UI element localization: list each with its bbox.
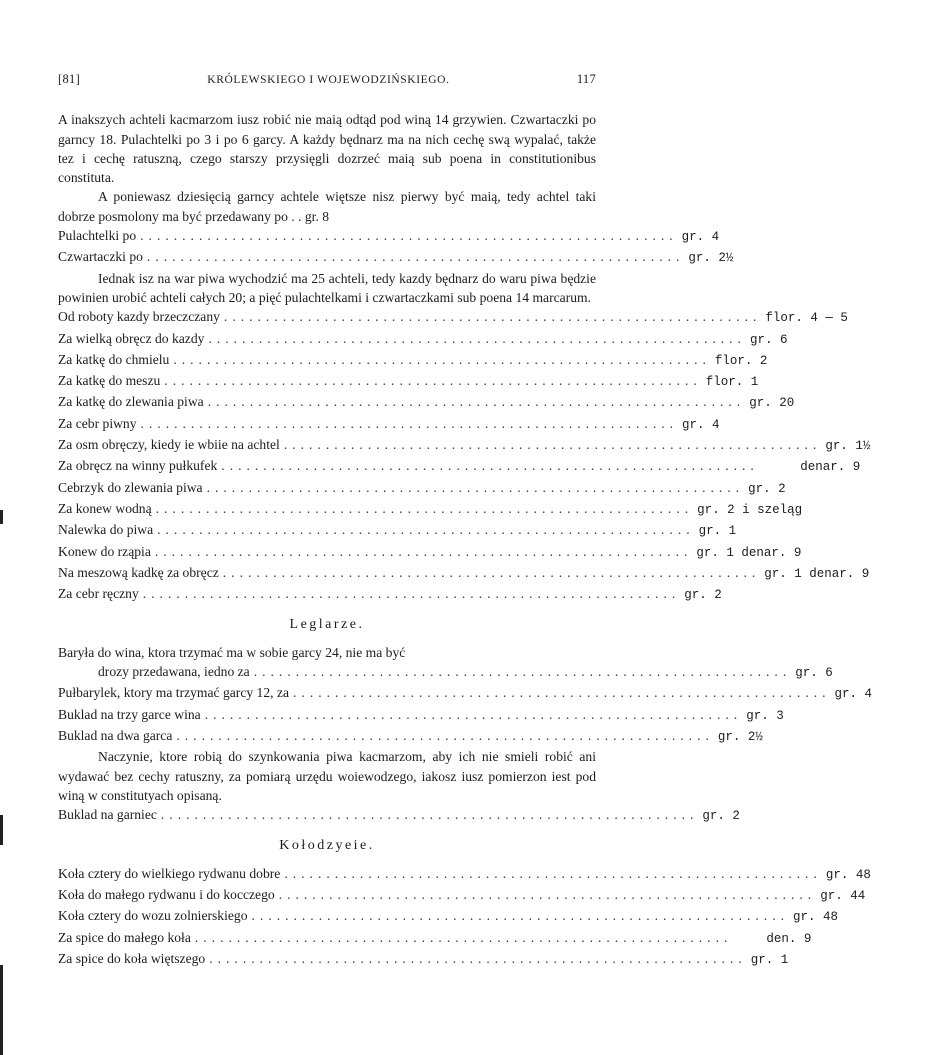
item-label: drozy przedawana, iedno za	[98, 664, 250, 680]
item-price: flor. 1	[705, 375, 826, 390]
item-label: Za cebr ręczny	[58, 586, 139, 602]
price-row	[58, 906, 869, 927]
price-row	[58, 456, 861, 477]
leader-dots: ................................................................	[155, 500, 694, 516]
leader-dots: ................................................................	[293, 685, 831, 701]
price-row	[58, 683, 888, 704]
leader-dots: ................................................................	[140, 228, 678, 244]
price-row	[58, 226, 720, 247]
price-row	[58, 350, 835, 371]
item-label: Za katkę do meszu	[58, 373, 161, 389]
item-price: gr. 1	[698, 524, 804, 539]
price-entry	[58, 643, 848, 684]
price-row	[58, 726, 771, 747]
item-price: gr. 20	[749, 396, 855, 411]
item-price: flor. 2	[714, 353, 835, 368]
price-row	[58, 584, 790, 605]
price-row	[58, 247, 734, 268]
price-row	[58, 499, 803, 520]
price-row	[58, 805, 755, 826]
paragraph: Iednak isz na war piwa wychodzić ma 25 achteli, tedy kazdy będnarz do waru piwa będzie powinien urobić achteli całych 20; a pięć pulachtelkami i czwartaczkami sub poena 14 marcarum.	[58, 270, 596, 305]
price-row	[58, 705, 799, 726]
item-price: gr. 2½	[717, 729, 771, 744]
item-price: gr. 1 denar. 9	[764, 566, 870, 581]
price-row	[58, 307, 848, 328]
item-price: gr. 2½	[688, 251, 734, 266]
leader-dots: ................................................................	[142, 586, 681, 602]
price-row	[58, 520, 804, 541]
item-label: Koła do małego rydwanu i do kocczego	[58, 886, 275, 902]
item-label: Za spice do małego koła	[58, 929, 191, 945]
price-list	[58, 864, 901, 970]
item-price: gr. 6	[749, 332, 848, 347]
item-price: gr. 48	[825, 867, 901, 882]
leader-dots: ................................................................	[204, 706, 743, 722]
item-label: Buklad na garniec	[58, 807, 157, 823]
paragraph: Naczynie, ktore robią do szynkowania piwa kacmarzom, aby ich nie smieli robić ani wydawać bez cechy ratuszny, za pomiarą urzędu woiewodzego, iakosz iusz pomierzon iest pod winą w constitutyach opisaną.	[58, 749, 596, 803]
price-row	[58, 371, 826, 392]
item-label: Za spice do koła więtszego	[58, 950, 206, 966]
leader-dots: ................................................................	[194, 929, 733, 945]
section-heading: Kołodzyeie.	[279, 838, 375, 854]
item-label: Za osm obręczy, kiedy ie wbiie na achtel	[58, 437, 280, 453]
item-label: Czwartaczki po	[58, 249, 143, 265]
price-row	[58, 928, 812, 949]
item-label: Buklad na trzy garce wina	[58, 706, 201, 722]
item-label: Za wielką obręcz do kazdy	[58, 330, 205, 346]
item-label: Od roboty kazdy brzeczczany	[58, 309, 220, 325]
price-list	[58, 226, 734, 269]
leader-dots: ................................................................	[146, 249, 685, 265]
scan-edge-mark	[0, 965, 3, 1055]
price-row	[58, 478, 854, 499]
paragraph: A inakszych achteli kacmarzom iusz robić nie maią odtąd pod winą 14 grzywien. Czwartaczki po garncy 18. Pulachtelki po 3 i po 6 garcy. A każdy będnarz ma na nich cechę swą wypalać, także tez i cechę ratuszną, czego starszy przysięgli dozrzeć maią sub poena in constitutionibus constituta.	[58, 112, 596, 186]
price-row	[58, 885, 896, 906]
item-price: gr. 48	[793, 910, 869, 925]
item-label: Za katkę do zlewania piwa	[58, 394, 204, 410]
item-price: gr. 2	[684, 588, 790, 603]
item-label: Za cebr piwny	[58, 415, 137, 431]
item-price: gr. 2	[748, 481, 854, 496]
section-heading: Leglarze.	[289, 617, 365, 633]
leader-dots: ................................................................	[223, 309, 762, 325]
item-price: gr. 1 denar. 9	[696, 545, 802, 560]
item-label: Za katkę do chmielu	[58, 351, 170, 367]
running-header	[58, 70, 596, 90]
item-price: gr. 4	[834, 687, 888, 702]
running-title: KRÓLEWSKIEGO I WOJEWODZIŃSKIEGO.	[207, 74, 450, 86]
leader-dots: ................................................................	[176, 727, 714, 743]
leader-dots: ................................................................	[209, 950, 747, 966]
item-price: gr. 6	[795, 666, 848, 681]
leader-dots: ................................................................	[278, 886, 817, 902]
item-label: Nalewka do piwa	[58, 522, 154, 538]
page-number: 117	[576, 72, 596, 86]
leader-dots: ................................................................	[284, 865, 822, 881]
price-row	[58, 329, 848, 350]
item-label: Pułbarylek, ktory ma trzymać garcy 12, za	[58, 685, 290, 701]
leader-dots: ................................................................	[283, 437, 822, 453]
item-price: gr. 2 i szeląg	[697, 502, 803, 517]
price-row	[58, 435, 930, 456]
item-price: gr. 3	[746, 708, 799, 723]
leader-dots: ................................................................	[160, 807, 699, 823]
leader-dots: ................................................................	[206, 479, 745, 495]
item-price: den. 9	[736, 931, 812, 946]
price-row	[58, 542, 802, 563]
leader-dots: ................................................................	[208, 330, 746, 346]
price-row	[58, 864, 901, 885]
price-list	[58, 683, 888, 747]
price-row	[58, 392, 855, 413]
item-price: gr. 4	[681, 230, 720, 245]
entry-text: Baryła do wina, ktora trzymać ma w sobie garcy 24, nie ma być	[58, 644, 406, 660]
section-number: [81]	[58, 72, 81, 86]
leader-dots: ................................................................	[157, 522, 695, 538]
item-price: denar. 9	[762, 460, 861, 475]
document-page	[58, 70, 930, 970]
leader-dots: ................................................................	[173, 351, 711, 367]
item-label: Na meszową kadkę za obręcz	[58, 564, 219, 580]
item-label: Koła cztery do wozu zolnierskiego	[58, 908, 248, 924]
price-row	[58, 414, 788, 435]
item-price: gr. 4	[682, 417, 788, 432]
leader-dots: ................................................................	[221, 458, 759, 474]
leader-dots: ................................................................	[154, 543, 693, 559]
price-row	[58, 662, 848, 683]
item-label: Za konew wodną	[58, 500, 152, 516]
price-list	[58, 307, 930, 605]
item-label: Cebrzyk do zlewania piwa	[58, 479, 203, 495]
price-row	[58, 563, 870, 584]
leader-dots: ................................................................	[164, 373, 702, 389]
leader-dots: ................................................................	[251, 908, 789, 924]
item-price: gr. 44	[820, 888, 896, 903]
price-row	[58, 949, 826, 970]
leader-dots: ................................................................	[207, 394, 746, 410]
scan-edge-mark	[0, 815, 3, 845]
item-label: Pulachtelki po	[58, 228, 137, 244]
item-label: Buklad na dwa garca	[58, 727, 173, 743]
leader-dots: ................................................................	[222, 564, 761, 580]
item-price: gr. 1½	[825, 439, 930, 454]
paragraph: A poniewasz dziesięcią garncy achtele więtsze nisz pierwy być maią, tedy achtel taki dobrze posmolony ma być przedawany po . . gr. 8	[58, 189, 596, 224]
item-price: gr. 1	[750, 952, 826, 967]
item-label: Za obręcz na winny pułkufek	[58, 458, 218, 474]
item-label: Konew do rząpia	[58, 543, 151, 559]
item-label: Koła cztery do wielkiego rydwanu dobre	[58, 865, 281, 881]
leader-dots: ................................................................	[140, 415, 679, 431]
item-price: flor. 4 — 5	[765, 311, 848, 326]
item-price: gr. 2	[702, 809, 755, 824]
scan-edge-mark	[0, 510, 3, 524]
leader-dots: ................................................................	[253, 664, 792, 680]
